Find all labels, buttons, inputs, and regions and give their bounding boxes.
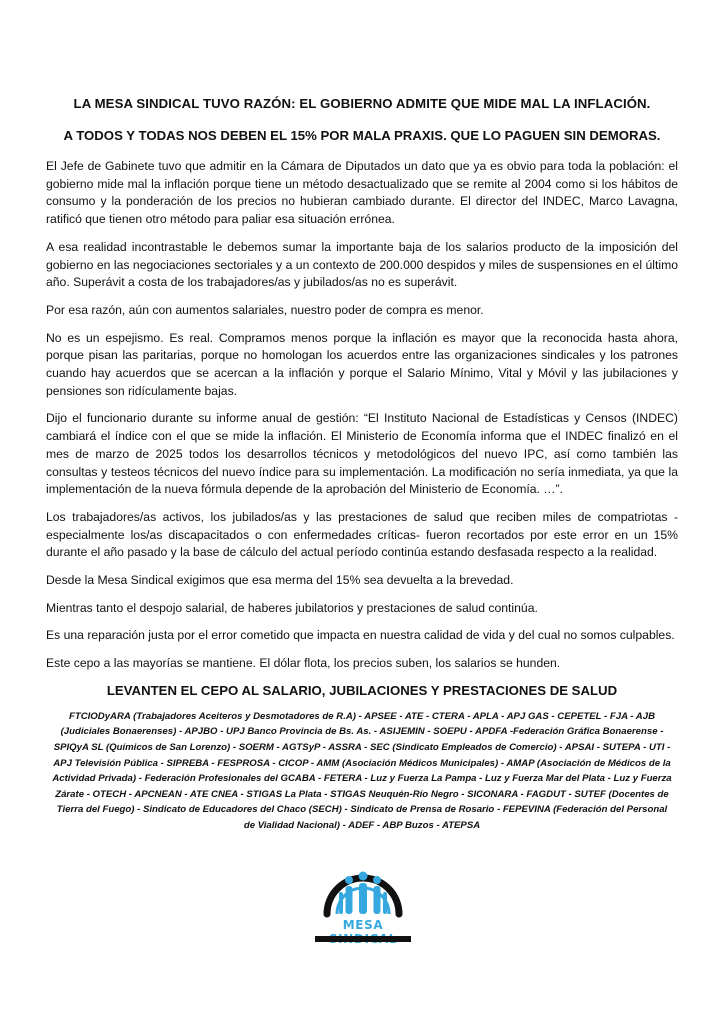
paragraph: Es una reparación justa por el error cometido que impacta en nuestra calidad de vida y del cual no somos culpables. bbox=[46, 628, 675, 643]
paragraph: Por esa razón, aún con aumentos salariales, nuestro poder de compra es menor. bbox=[46, 302, 484, 317]
document-title: LA MESA SINDICAL TUVO RAZÓN: EL GOBIERNO ADMITE QUE MIDE MAL LA INFLACIÓN. bbox=[73, 96, 651, 111]
paragraph: Desde la Mesa Sindical exigimos que esa merma del 15% sea devuelta a la brevedad. bbox=[46, 573, 514, 588]
document-subtitle: A TODOS Y TODAS NOS DEBEN EL 15% POR MALA PRAXIS. QUE LO PAGUEN SIN DEMORAS. bbox=[63, 128, 661, 143]
paragraph: Mientras tanto el despojo salarial, de haberes jubilatorios y prestaciones de salud continúa. bbox=[46, 600, 538, 615]
people-arch-icon bbox=[311, 854, 415, 918]
logo-underline bbox=[315, 936, 411, 942]
signatories-list: FTCIODyARA (Trabajadores Aceiteros y Desmotadores de R.A) - APSEE - ATE - CTERA - APLA - APJ GAS - CEPETEL - FJA - AJB (Judiciales Bonaerenses) - APJBO - UPJ Banco Provincia de Bs. As. - ASIJEMIN - SOEPU - APDFA -Federación Gráfica Bonaerense - SPIQyA SL (Químicos de San Lorenzo) - SOERM - AGTSyP - ASSRA - SEC (Sindicato Empleados de Comercio) - APSAI - SUTEPA - UTI - APJ Televisión Pública - SIPREBA - FESPROSA - CICOP - AMM (Asociación Médicos Municipales) - AMAP (Asociación de Médicos de la Actividad Privada) - Federación Profesionales del GCABA - FETERA - Luz y Fuerza La Pampa - Luz y Fuerza Mar del Plata - Luz y Fuerza Zárate - OTECH - APCNEAN - ATE CNEA - STIGAS La Plata - STIGAS Neuquén-Río Negro - SICONARA - FAGDUT - SUTEF (Docentes de Tierra del Fuego) - Sindicato de Educadores del Chaco (SECH) - Sindicato de Prensa de Rosario - FEPEVINA (Federación del Personal de Vialidad Nacional) - ADEF - ABP Buzos - ATEPSA bbox=[52, 710, 672, 832]
logo-wordmark: MESA bbox=[342, 918, 384, 932]
mesa-sindical-logo bbox=[311, 854, 415, 946]
paragraph: Este cepo a las mayorías se mantiene. El dólar flota, los precios suben, los salarios se hunden. bbox=[46, 656, 561, 671]
paragraph: El Jefe de Gabinete tuvo que admitir en la Cámara de Diputados un dato que ya es obvio para toda la población: el gobierno mide mal la inflación porque tiene un método desactualizado que se remite al 2004 como si los hábitos de consumo y la ponderación de los precios no hubieran cambiado durante. El director del INDEC, Marco Lavagna, ratificó que tienen otro método para paliar esa situación errónea. bbox=[46, 159, 678, 227]
paragraph: A esa realidad incontrastable le debemos sumar la importante baja de los salarios producto de la imposición del gobierno en las negociaciones sectoriales y a un contexto de 200.000 despidos y miles de suspensiones en el último año. Superávit a costa de los trabajadores/as y jubilados/as no es superávit. bbox=[46, 239, 678, 290]
paragraph: No es un espejismo. Es real. Compramos menos porque la inflación es mayor que la reconocida hasta ahora, porque pisan las paritarias, porque no homologan los acuerdos entre las organizaciones sindicales y los patrones cuando hay acuerdos que se acercan a la inflación y porque el Salario Mínimo, Vital y Móvil y las jubilaciones y pensiones son ridículamente bajas. bbox=[46, 330, 678, 398]
document-body bbox=[46, 158, 678, 673]
paragraph: Los trabajadores/as activos, los jubilados/as y las prestaciones de salud que reciben miles de compatriotas - especialmente los/as discapacitados o con enfermedades críticas- fueron recortados por este error en un 15% durante el año pasado y la base de cálculo del actual período continúa estando desfasada respecto a la realidad. bbox=[46, 509, 678, 560]
paragraph: Dijo el funcionario durante su informe anual de gestión: “El Instituto Nacional de Estadísticas y Censos (INDEC) cambiará el índice con el que se mide la inflación. El Ministerio de Economía informa que el INDEC finalizó en el mes de marzo de 2025 todos los desarrollos técnicos y metodológicos del nuevo IPC, así como también las consultas y testeos técnicos del nuevo índice para su implementación. La modificación no sería inmediata, ya que la implementación de la nueva fórmula depende de la aprobación del Ministerio de Economía. …”. bbox=[46, 411, 678, 497]
slogan-heading: LEVANTEN EL CEPO AL SALARIO, JUBILACIONES Y PRESTACIONES DE SALUD bbox=[106, 682, 618, 698]
